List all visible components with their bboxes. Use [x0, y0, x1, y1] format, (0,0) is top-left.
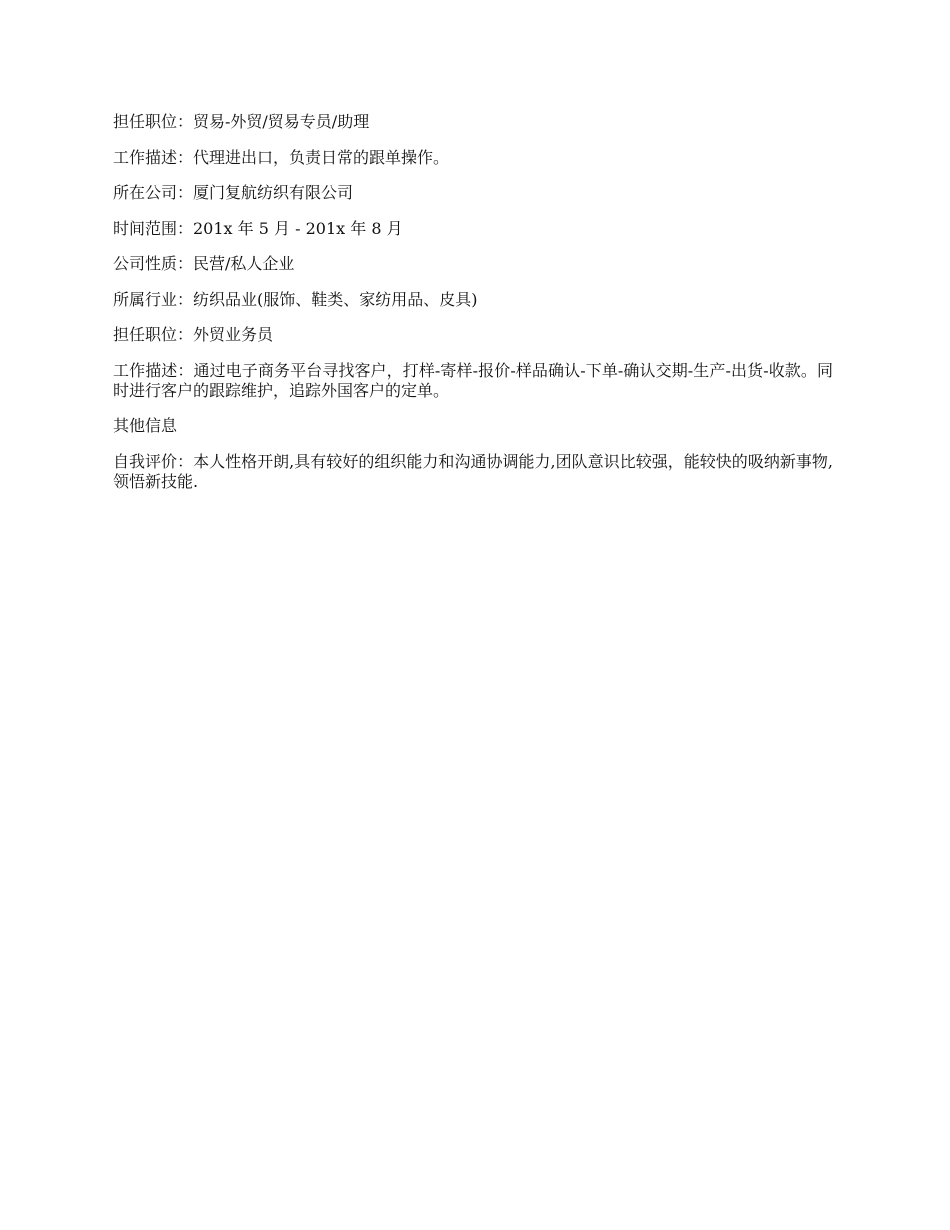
section-heading-other-info: 其他信息 [113, 416, 178, 435]
position-line-2: 担任职位：外贸业务员 [113, 325, 274, 344]
company-type-line: 公司性质：民营/私人企业 [113, 254, 295, 273]
job-description-line-1: 工作描述：代理进出口，负责日常的跟单操作。 [113, 147, 450, 167]
job-description-line-2: 工作描述：通过电子商务平台寻找客户，打样-寄样-报价-样品确认-下单-确认交期-生产-出货-收款。同时进行客户的跟踪维护，追踪外国客户的定单。 [113, 360, 833, 400]
company-line: 所在公司：厦门复航纺织有限公司 [113, 183, 354, 202]
time-range-line: 时间范围：201x 年 5 月 - 201x 年 8 月 [113, 218, 403, 238]
industry-line: 所属行业：纺织品业(服饰、鞋类、家纺用品、皮具) [113, 289, 478, 309]
position-line-1: 担任职位：贸易-外贸/贸易专员/助理 [113, 112, 370, 131]
document-page [113, 112, 833, 507]
self-evaluation-line: 自我评价：本人性格开朗,具有较好的组织能力和沟通协调能力,团队意识比较强，能较快的吸纳新事物,领悟新技能. [113, 451, 833, 491]
